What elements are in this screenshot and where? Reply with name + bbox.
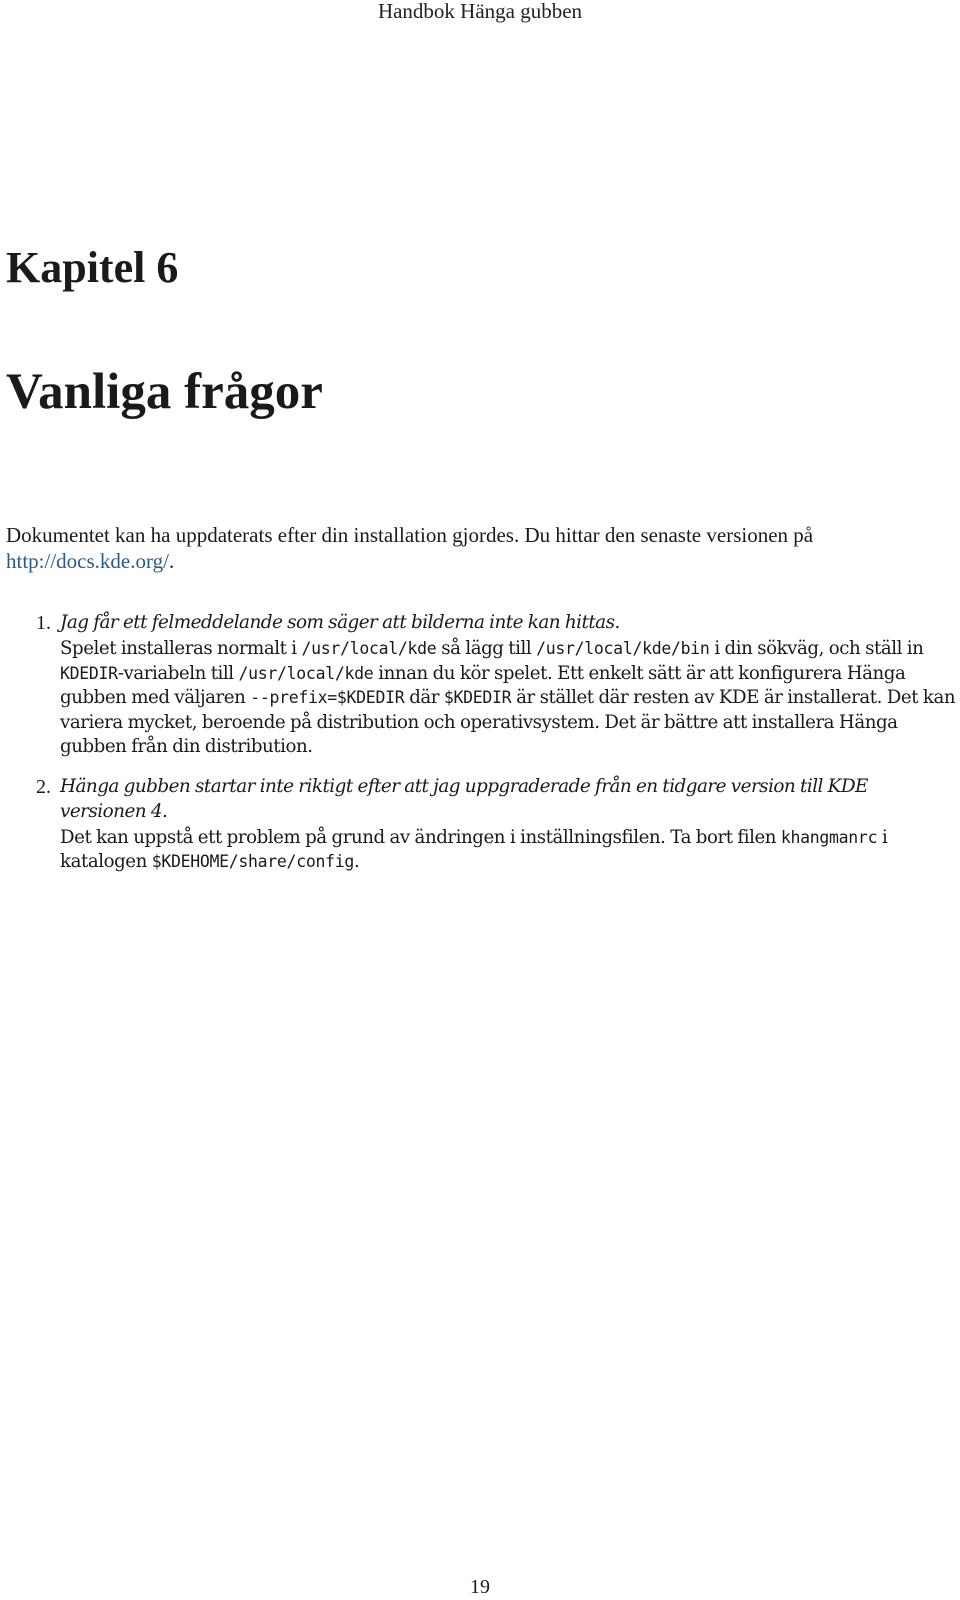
faq-number: 1. — [36, 612, 51, 634]
path-code: /usr/local/kde — [301, 639, 437, 658]
env-var-code: $KDEDIR — [443, 688, 512, 707]
docs-link[interactable]: http://docs.kde.org/ — [6, 549, 169, 573]
page-number: 19 — [470, 1576, 490, 1598]
faq-answer — [60, 637, 958, 760]
faq-list — [6, 610, 958, 889]
answer-text: så lägg till — [436, 638, 537, 659]
faq-question: Hänga gubben startar inte riktigt efter att jag uppgraderade från en tidgare version till KDE versionen 4. — [60, 775, 868, 822]
faq-item-1 — [6, 610, 958, 760]
answer-text: Spelet installeras normalt i — [60, 638, 302, 659]
intro-text: Dokumentet kan ha uppdaterats efter din installation gjordes. Du hittar den senaste versionen på — [6, 523, 814, 547]
answer-text: i katalogen — [60, 826, 888, 872]
intro-paragraph — [6, 522, 950, 574]
faq-number: 2. — [36, 775, 51, 798]
answer-text: . — [354, 851, 360, 872]
path-code: $KDEHOME/share/config — [151, 852, 354, 871]
chapter-title: Vanliga frågor — [6, 364, 323, 420]
answer-text: där — [404, 687, 444, 708]
faq-answer — [60, 826, 958, 875]
chapter-label: Kapitel 6 — [6, 243, 179, 292]
answer-text: i din sökväg, och ställ in — [709, 638, 924, 659]
answer-text: -variabeln till — [117, 662, 239, 684]
intro-text-end: . — [168, 549, 175, 573]
path-code: /usr/local/kde — [238, 663, 374, 683]
running-header: Handbok Hänga gubben — [377, 0, 583, 23]
path-code: /usr/local/kde/bin — [536, 639, 710, 658]
answer-text: Det kan uppstå ett problem på grund av ändringen i inställningsfilen. Ta bort filen — [60, 826, 781, 848]
answer-text: innan du kör spelet. Ett enkelt sätt är att konfigurera Hänga gubben med väljaren — [60, 662, 906, 708]
option-code: --prefix=$KDEDIR — [250, 688, 405, 707]
filename-code: khangmanrc — [780, 827, 878, 847]
answer-text: är stället där resten av KDE är installerat. Det kan variera mycket, beroende på distribution och operativsystem. Det är bättre att installera Hänga gubben från din distribution. — [60, 687, 956, 757]
env-var-code: KDEDIR — [60, 663, 118, 683]
faq-item-2 — [6, 774, 958, 875]
faq-question: Jag får ett felmeddelande som säger att bilderna inte kan hittas. — [60, 612, 620, 633]
